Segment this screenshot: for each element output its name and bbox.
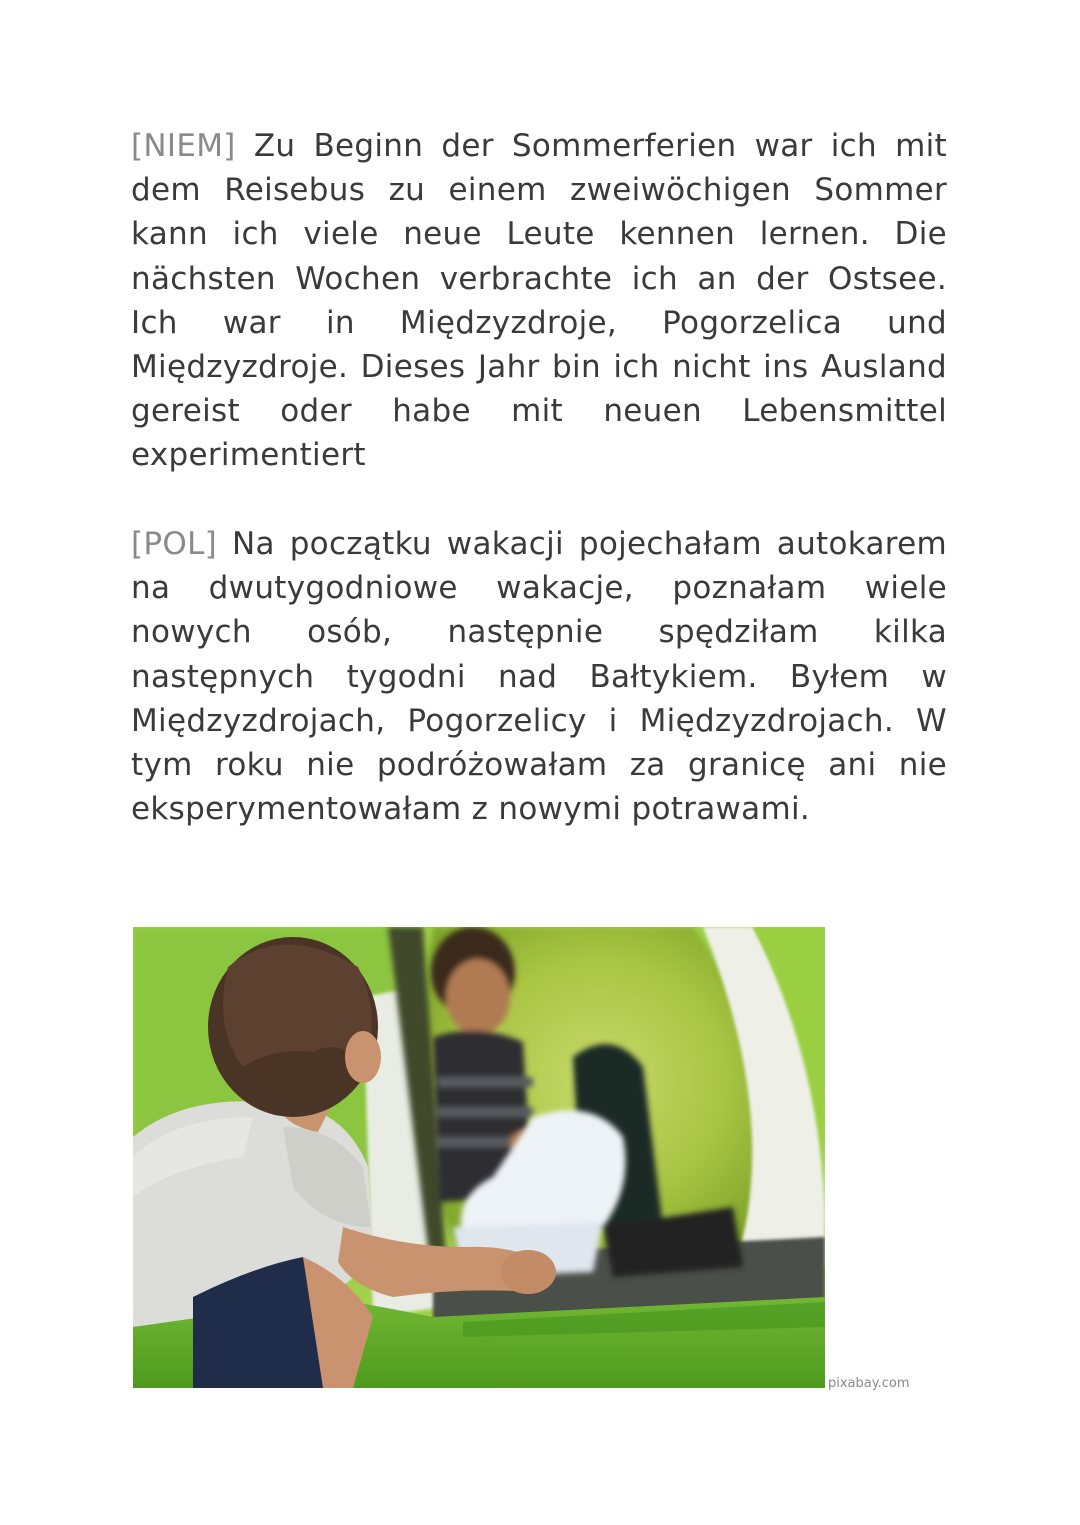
german-text: Zu Beginn der Sommerferien war ich mit dem Reisebus zu einem zweiwöchigen Sommer kann ich viele neue Leute kennen lernen. Die nächsten Wochen verbrachte ich an der Ostsee. Ich war in Międzyzdroje, Pogorzelica und Międzyzdroje. Dieses Jahr bin ich nicht ins Ausland gereist oder habe mit neuen Lebensmittel experimentiert	[131, 128, 947, 474]
polish-language-tag: [POL]	[131, 526, 218, 562]
photo-credit: pixabay.com	[828, 1376, 910, 1391]
polish-paragraph	[131, 522, 947, 831]
german-language-tag: [NIEM]	[131, 128, 236, 164]
polish-text: Na początku wakacji pojechałam autokarem na dwutygodniowe wakacje, poznałam wiele nowych osób, następnie spędziłam kilka następnych tygodni nad Bałtykiem. Byłem w Międzyzdrojach, Pogorzelicy i Międzyzdrojach. W tym roku nie podróżowałam za granicę ani nie eksperymentowałam z nowymi potrawami.	[131, 526, 947, 828]
camping-photo	[133, 927, 825, 1388]
german-paragraph	[131, 124, 947, 478]
